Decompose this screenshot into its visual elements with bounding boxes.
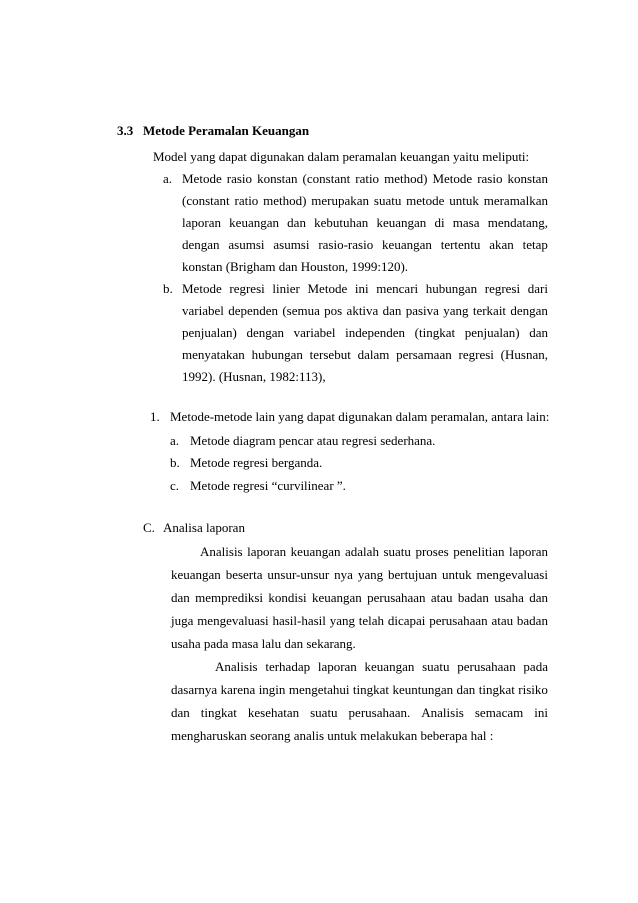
word: suatu	[310, 705, 338, 720]
word: yang	[443, 303, 469, 318]
word: laporan	[247, 544, 287, 559]
word: dari	[527, 281, 548, 296]
para2-line-3	[171, 705, 548, 721]
word: adalah	[345, 544, 379, 559]
intro-text: Model yang dapat digunakan dalam peramalan keuangan yaitu meliputi:	[153, 149, 530, 164]
sub-item-c-text: Metode regresi “curvilinear ”.	[190, 478, 346, 493]
sub-item-a-text: Metode diagram pencar atau regresi sederhana.	[190, 433, 436, 448]
word: meramalkan	[483, 193, 548, 208]
word: metode	[406, 193, 445, 208]
word: beserta	[225, 567, 263, 582]
word: Analisis	[215, 659, 258, 674]
word: tingkat	[478, 682, 515, 697]
word: bertujuan	[388, 567, 438, 582]
sub-item-a-marker: a.	[170, 433, 180, 448]
item-b-marker: b.	[163, 281, 173, 296]
word: Metode	[432, 171, 473, 186]
word: ratio	[234, 193, 259, 208]
word: variabel	[293, 325, 336, 340]
word: masa	[452, 215, 480, 230]
para1-line-1	[200, 544, 548, 560]
word: telah	[358, 613, 385, 628]
word: konstan	[257, 171, 298, 186]
word: keuangan	[290, 544, 341, 559]
word: di	[434, 215, 445, 230]
para1-line-4	[171, 613, 548, 629]
word: persamaan	[396, 347, 452, 362]
word: dan	[456, 682, 476, 697]
word: regresi	[458, 347, 494, 362]
word: suatu	[383, 544, 411, 559]
word: keuangan	[364, 659, 415, 674]
word: hubungan	[251, 347, 303, 362]
word: dependen	[228, 303, 278, 318]
word: Analisis	[421, 705, 464, 720]
word: dan	[171, 590, 190, 605]
word: (Husnan,	[500, 347, 548, 362]
section-c-title: Analisa laporan	[163, 520, 245, 535]
word: penjualan)	[182, 325, 237, 340]
word: (tingkat	[414, 325, 456, 340]
word: (constant	[302, 171, 351, 186]
word: konstan	[507, 171, 548, 186]
word: kondisi	[268, 590, 307, 605]
word: keuangan	[382, 237, 432, 252]
word: mengevaluasi	[476, 567, 548, 582]
word: mengevaluasi	[197, 613, 269, 628]
word: badan	[457, 590, 489, 605]
item-a-marker: a.	[163, 171, 173, 186]
word: karena	[220, 682, 256, 697]
word: dengan	[246, 325, 285, 340]
word: independen	[345, 325, 406, 340]
word: akan	[489, 237, 514, 252]
word: nya	[334, 567, 353, 582]
word: rasio	[226, 171, 253, 186]
word: ini	[534, 705, 548, 720]
word: yang	[329, 613, 355, 628]
word: penelitian	[453, 544, 505, 559]
word: juga	[171, 613, 194, 628]
word: mengetahui	[288, 682, 350, 697]
word: suatu	[422, 659, 450, 674]
word: tingkat	[200, 705, 237, 720]
word: hasil-hasil	[272, 613, 326, 628]
word: laporan	[182, 215, 221, 230]
word: Metode	[182, 281, 222, 296]
word: atau	[430, 590, 453, 605]
section-title: Metode Peramalan Keuangan	[143, 123, 310, 138]
word: dan	[529, 325, 548, 340]
word: proses	[415, 544, 449, 559]
item-a-line-2	[182, 193, 548, 209]
word: menyatakan	[182, 347, 245, 362]
word: ratio	[355, 171, 380, 186]
word: mendatang,	[487, 215, 548, 230]
word: regresi	[484, 281, 521, 296]
word: usaha	[494, 590, 524, 605]
word: dan	[382, 303, 402, 318]
word: pada	[523, 659, 548, 674]
item-a-line-5: konstan (Brigham dan Houston, 1999:120).	[182, 259, 409, 274]
word: (semua	[282, 303, 320, 318]
word: linier	[272, 281, 300, 296]
sub-item-b-text: Metode regresi berganda.	[190, 455, 323, 470]
item-b-line-1	[182, 281, 548, 297]
word: semacam	[474, 705, 524, 720]
word: Metode	[307, 281, 348, 296]
word: laporan	[509, 544, 548, 559]
word: memprediksi	[195, 590, 263, 605]
word: hubungan	[425, 281, 478, 296]
word: dan	[171, 705, 190, 720]
numbered-text: Metode-metode lain yang dapat digunakan dalam peramalan, antara lain:	[170, 409, 550, 424]
word: laporan	[317, 659, 357, 674]
word: dalam	[357, 347, 390, 362]
word: keuangan	[229, 215, 279, 230]
word: keuangan	[311, 590, 362, 605]
word: terkait	[472, 303, 507, 318]
word: ini	[354, 281, 369, 296]
item-a-line-3	[182, 215, 548, 231]
word: ingin	[258, 682, 286, 697]
para2-line-4: mengharuskan seorang analis untuk melakukan beberapa hal :	[171, 728, 494, 743]
word: aktiva	[346, 303, 379, 318]
item-b-line-2	[182, 303, 548, 319]
word: kebutuhan	[314, 215, 369, 230]
word: asumsi	[273, 237, 310, 252]
word: Analisis	[200, 544, 243, 559]
word: perusahaan	[367, 590, 426, 605]
word: badan	[516, 613, 548, 628]
word: tingkat	[352, 682, 390, 697]
item-a-line-4	[182, 237, 548, 253]
word: terhadap	[265, 659, 311, 674]
word: penjualan)	[464, 325, 520, 340]
word: unsur-unsur	[267, 567, 330, 582]
word: perusahaan.	[348, 705, 411, 720]
sub-item-c-marker: c.	[170, 478, 180, 493]
word: keuangan	[171, 567, 221, 582]
word: pasiva	[405, 303, 439, 318]
word: untuk	[449, 193, 479, 208]
para1-line-3	[171, 590, 548, 606]
word: atau	[491, 613, 514, 628]
word: perusahaan	[457, 659, 516, 674]
word: Metode	[182, 171, 222, 186]
word: method)	[384, 171, 428, 186]
item-a-line-1	[182, 171, 548, 187]
para1-line-5: usaha pada masa lalu dan sekarang.	[171, 636, 356, 651]
word: dicapai	[387, 613, 426, 628]
para2-line-1	[215, 659, 548, 675]
section-c-marker: C.	[143, 520, 155, 535]
word: untuk	[441, 567, 472, 582]
word: pos	[324, 303, 343, 318]
word: merupakan	[311, 193, 370, 208]
word: variabel	[182, 303, 224, 318]
word: dengan	[510, 303, 548, 318]
item-b-line-3	[182, 325, 548, 341]
word: yang	[357, 567, 384, 582]
word: kesehatan	[247, 705, 300, 720]
word: risiko	[518, 682, 548, 697]
word: rasio	[477, 171, 503, 186]
word: asumsi	[228, 237, 265, 252]
para1-line-2	[171, 567, 548, 583]
word: regresi	[229, 281, 265, 296]
word: dan	[287, 215, 306, 230]
para2-line-2	[171, 682, 548, 698]
word: dengan	[182, 237, 220, 252]
word: dasarnya	[171, 682, 218, 697]
word: keuntungan	[392, 682, 454, 697]
word: mencari	[376, 281, 419, 296]
section-number: 3.3	[117, 123, 134, 138]
item-b-line-4	[182, 347, 548, 363]
word: rasio-rasio	[318, 237, 374, 252]
numbered-marker: 1.	[150, 409, 160, 424]
sub-item-b-marker: b.	[170, 455, 180, 470]
word: suatu	[373, 193, 402, 208]
word: keuangan	[376, 215, 427, 230]
word: tersebut	[309, 347, 351, 362]
word: method)	[263, 193, 307, 208]
word: tertentu	[440, 237, 481, 252]
item-b-line-5: 1992). (Husnan, 1982:113),	[182, 369, 326, 384]
word: tetap	[522, 237, 548, 252]
word: dan	[529, 590, 548, 605]
word: perusahaan	[429, 613, 488, 628]
word: (constant	[182, 193, 230, 208]
